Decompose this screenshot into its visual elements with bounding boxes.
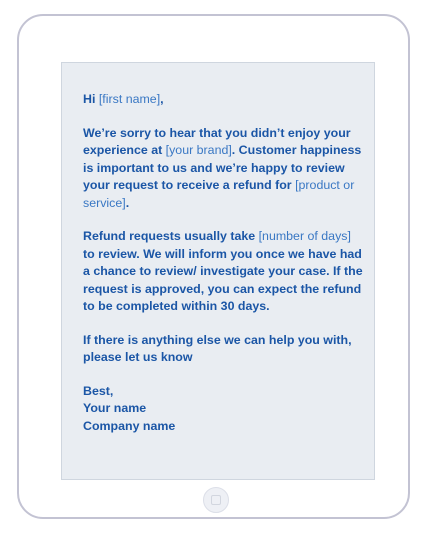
refund-text-2: to review. We will inform you once we have had a chance to review/ investigate your case. If the request is approved, you can expect the refund to be completed within 30 days. bbox=[83, 246, 363, 313]
refund-process-paragraph bbox=[83, 228, 363, 316]
product-placeholder: [product or service] bbox=[83, 178, 355, 210]
home-button[interactable] bbox=[203, 487, 229, 513]
signoff-your-name: Your name bbox=[83, 401, 147, 415]
greeting-comma: , bbox=[160, 92, 164, 106]
home-square-icon bbox=[211, 495, 221, 505]
greeting-line bbox=[83, 91, 363, 109]
signoff-company-name: Company name bbox=[83, 418, 176, 433]
email-screen bbox=[61, 62, 375, 480]
signoff-best: Best, bbox=[83, 383, 114, 398]
help-paragraph: If there is anything else we can help you with, please let us know bbox=[83, 332, 352, 364]
apology-text-1: We’re sorry to hear that you didn’t enjoy your experience at bbox=[83, 125, 351, 157]
apology-text-3: . bbox=[125, 195, 130, 210]
apology-text-2: . Customer happiness is important to us and we’re happy to review your request to receive a refund for bbox=[83, 143, 362, 192]
brand-placeholder: [your brand] bbox=[165, 143, 232, 157]
refund-text-1: Refund requests usually take bbox=[83, 229, 256, 243]
days-placeholder: [number of days] bbox=[258, 229, 351, 243]
refund-letter bbox=[83, 91, 363, 451]
apology-paragraph bbox=[83, 125, 363, 213]
tablet-frame bbox=[17, 14, 410, 519]
first-name-placeholder: [first name] bbox=[98, 92, 161, 106]
signoff bbox=[83, 383, 363, 436]
greeting-hi: Hi bbox=[83, 92, 96, 106]
